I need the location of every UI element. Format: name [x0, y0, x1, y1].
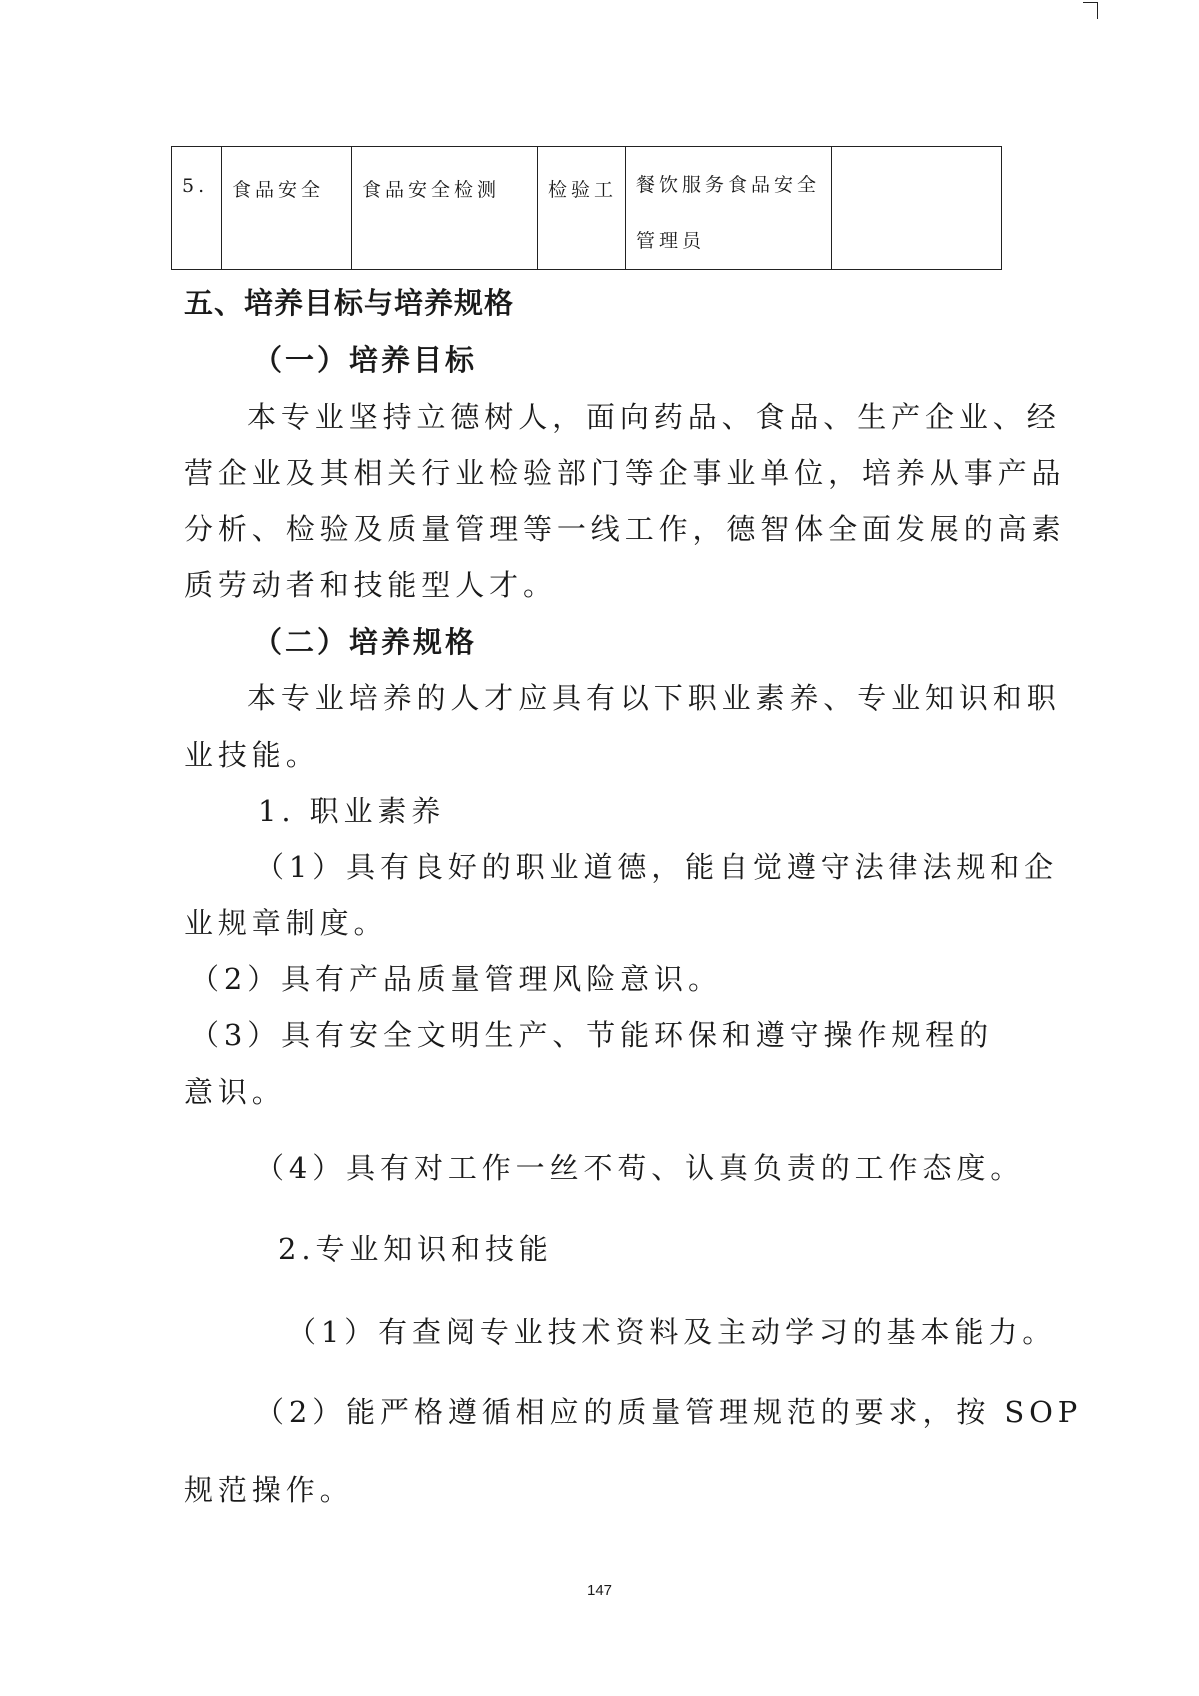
list-item: （1）有查阅专业技术资料及主动学习的基本能力。	[287, 1315, 1057, 1349]
paragraph-line: 质劳动者和技能型人才。	[184, 568, 557, 602]
paragraph-line: 业技能。	[184, 738, 320, 772]
list-item: 规范操作。	[184, 1473, 354, 1507]
subsection-heading: （一）培养目标	[253, 343, 478, 377]
crop-mark	[1083, 2, 1098, 19]
list-heading: 1. 职业素养	[258, 794, 446, 828]
list-item: 意识。	[184, 1075, 286, 1109]
page-number: 147	[586, 1582, 613, 1599]
list-item: （3）具有安全文明生产、节能环保和遵守操作规程的	[190, 1018, 994, 1052]
paragraph-line: 本专业培养的人才应具有以下职业素养、专业知识和职	[247, 681, 1061, 715]
table-cell-job: 检验工	[538, 147, 626, 270]
section-heading: 五、培养目标与培养规格	[184, 286, 515, 320]
subsection-heading: （二）培养规格	[253, 625, 478, 659]
paragraph-line: 分析、检验及质量管理等一线工作，德智体全面发展的高素	[184, 512, 1066, 546]
list-item: （2）具有产品质量管理风险意识。	[190, 962, 722, 996]
table-cell-certificate: 餐饮服务食品安全管理员	[626, 147, 832, 270]
table-row	[172, 147, 1002, 270]
table-cell-index: 5.	[172, 147, 222, 270]
table-cell-direction: 食品安全检测	[352, 147, 538, 270]
list-item: 业规章制度。	[184, 906, 388, 940]
list-item: （1）具有良好的职业道德，能自觉遵守法律法规和企	[255, 850, 1059, 884]
list-item: （4）具有对工作一丝不苟、认真负责的工作态度。	[255, 1151, 1025, 1185]
occupation-table	[171, 146, 1002, 270]
list-item: （2）能严格遵循相应的质量管理规范的要求，按 SOP	[255, 1395, 1083, 1429]
paragraph-line: 营企业及其相关行业检验部门等企事业单位，培养从事产品	[184, 456, 1066, 490]
table-cell-category: 食品安全	[222, 147, 352, 270]
paragraph-line: 本专业坚持立德树人，面向药品、食品、生产企业、经	[247, 400, 1061, 434]
table-cell-empty	[832, 147, 1002, 270]
list-heading: 2.专业知识和技能	[278, 1232, 553, 1266]
